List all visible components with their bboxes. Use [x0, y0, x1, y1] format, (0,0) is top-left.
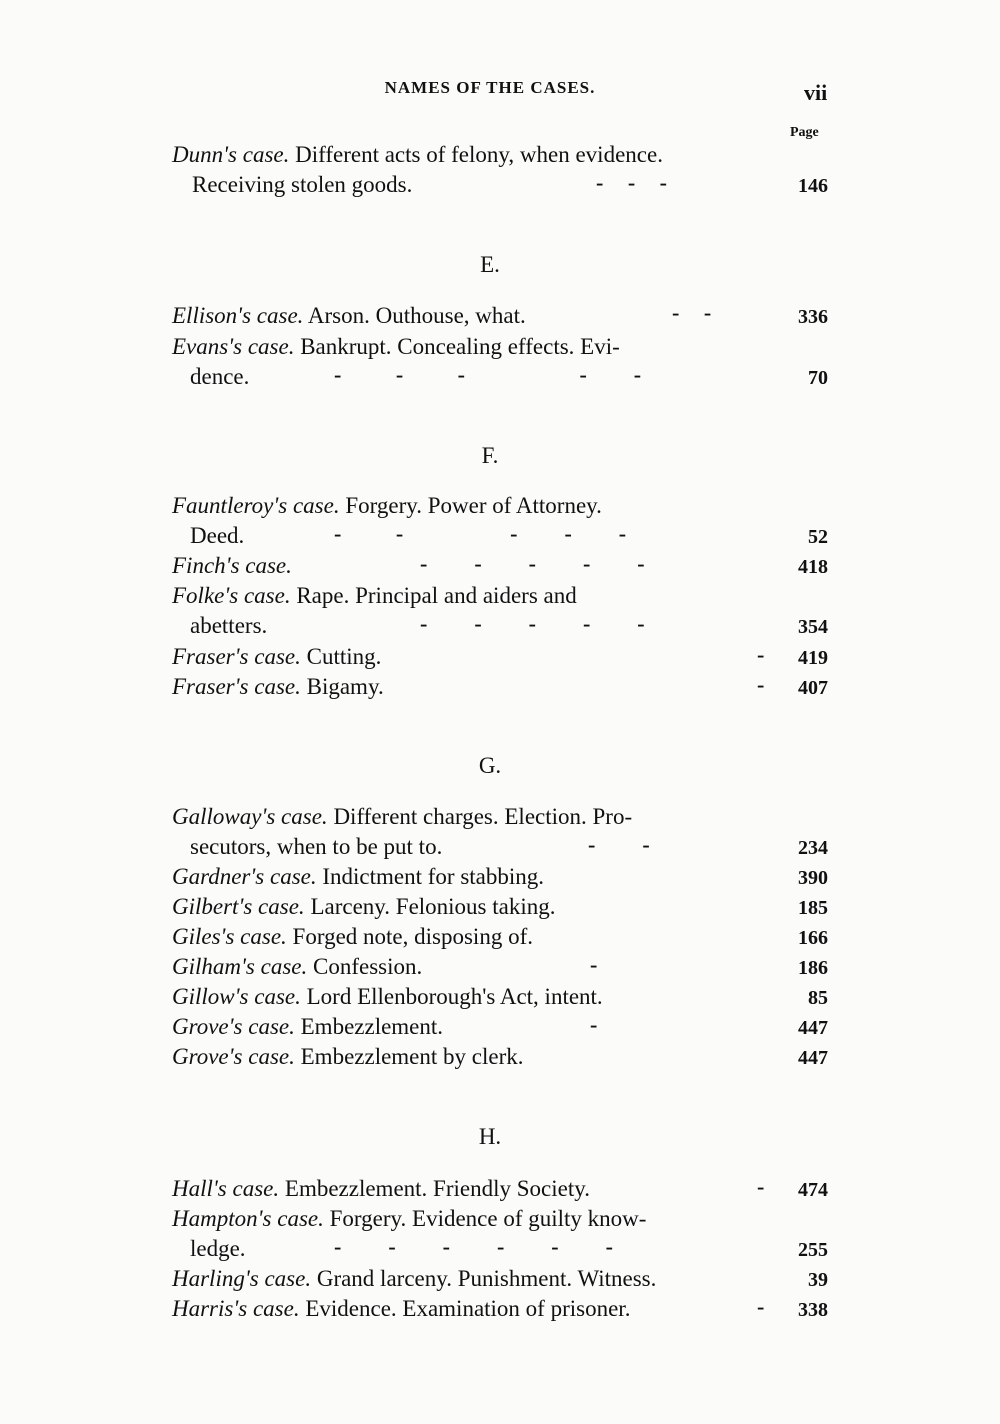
case-name: Giles's case.: [172, 924, 287, 949]
entry-galloway-cont: [190, 834, 442, 864]
leader-dots: -: [757, 1294, 767, 1319]
entry-gilbert: [172, 894, 556, 924]
entry-folke: [172, 583, 577, 613]
case-name: Gardner's case.: [172, 864, 317, 889]
entry-gardner: [172, 864, 544, 894]
leader-dots: - -: [672, 300, 714, 325]
entry-harris: [172, 1296, 630, 1326]
case-name: Grove's case.: [172, 1044, 295, 1069]
case-description: Different charges. Election. Pro-: [333, 804, 633, 829]
page-ref: 185: [798, 897, 828, 919]
entry-gilham: [172, 954, 422, 984]
case-description: Bankrupt. Concealing effects. Evi-: [300, 334, 620, 359]
leader-dots: - - - - -: [420, 551, 647, 576]
case-description: Evidence. Examination of prisoner.: [305, 1296, 631, 1321]
case-description: Rape. Principal and aiders and: [296, 583, 577, 608]
section-heading-h: H.: [478, 1124, 502, 1149]
case-description: Arson. Outhouse, what.: [307, 303, 526, 328]
page-ref: 186: [798, 957, 828, 979]
case-name: Galloway's case.: [172, 804, 328, 829]
entry-folke-cont: [190, 613, 267, 643]
case-name: Evans's case.: [172, 334, 295, 359]
leader-dots: - - - - -: [334, 362, 644, 387]
page-ref: 52: [808, 526, 828, 548]
page-ref: 146: [798, 175, 828, 197]
entry-galloway: [172, 804, 632, 834]
case-name: Harling's case.: [172, 1266, 312, 1291]
case-description: secutors, when to be put to.: [190, 834, 443, 859]
running-header: NAMES OF THE CASES.: [384, 78, 596, 97]
case-name: Gilham's case.: [172, 954, 308, 979]
page-ref: 418: [798, 556, 828, 578]
entry-finch: [172, 553, 292, 583]
page-column-label: Page: [790, 125, 819, 140]
case-name: Fraser's case.: [172, 674, 301, 699]
page-ref: 354: [798, 616, 828, 638]
page-ref: 474: [798, 1179, 828, 1201]
page-ref: 419: [798, 647, 828, 669]
leader-dots: - -: [588, 832, 652, 857]
entry-dunn: [172, 142, 663, 172]
case-name: Dunn's case.: [172, 142, 290, 167]
case-description: Indictment for stabbing.: [322, 864, 545, 889]
page-ref: 336: [798, 306, 828, 328]
case-description: Bigamy.: [306, 674, 384, 699]
case-description: Embezzlement.: [300, 1014, 444, 1039]
case-name: Fauntleroy's case.: [172, 493, 340, 518]
entry-grove-embezzlement: [172, 1014, 443, 1044]
section-heading-f: F.: [481, 443, 499, 468]
page-ref: 447: [798, 1017, 828, 1039]
case-name: Gillow's case.: [172, 984, 301, 1009]
case-description: Lord Ellenborough's Act, intent.: [306, 984, 603, 1009]
case-name: Harris's case.: [172, 1296, 300, 1321]
case-description: Different acts of felony, when evidence.: [295, 142, 663, 167]
entry-hampton: [172, 1206, 646, 1236]
case-description: dence.: [190, 364, 250, 389]
leader-dots: - - - - - -: [334, 1234, 615, 1259]
case-description: Cutting.: [306, 644, 382, 669]
entry-fraser-bigamy: [172, 674, 384, 704]
page-ref: 234: [798, 837, 828, 859]
case-name: Grove's case.: [172, 1014, 295, 1039]
page-number: vii: [804, 80, 828, 105]
case-description: Forged note, disposing of.: [292, 924, 533, 949]
leader-dots: -: [590, 1012, 600, 1037]
leader-dots: -: [590, 952, 600, 977]
entry-dunn-cont: [192, 172, 412, 202]
page-ref: 447: [798, 1047, 828, 1069]
case-description: Embezzlement. Friendly Society.: [284, 1176, 590, 1201]
case-description: Forgery. Power of Attorney.: [345, 493, 602, 518]
case-description: Confession.: [313, 954, 423, 979]
leader-dots: -: [757, 1174, 767, 1199]
case-name: Hall's case.: [172, 1176, 280, 1201]
entry-evans-cont: [190, 364, 249, 394]
leader-dots: - - -: [596, 170, 669, 195]
case-description: Deed.: [190, 523, 245, 548]
entry-ellison: [172, 303, 526, 333]
case-description: ledge.: [190, 1236, 246, 1261]
leader-dots: -: [757, 672, 767, 697]
case-description: Embezzlement by clerk.: [300, 1044, 524, 1069]
page-ref: 338: [798, 1299, 828, 1321]
case-description: Grand larceny. Punishment. Witness.: [316, 1266, 657, 1291]
case-name: Folke's case.: [172, 583, 291, 608]
case-name: Finch's case.: [172, 553, 292, 578]
page-ref: 390: [798, 867, 828, 889]
case-name: Ellison's case.: [172, 303, 304, 328]
section-heading-g: G.: [478, 753, 502, 778]
case-name: Gilbert's case.: [172, 894, 305, 919]
entry-fauntleroy-cont: [190, 523, 244, 553]
page-ref: 39: [808, 1269, 828, 1291]
page-ref: 407: [798, 677, 828, 699]
section-heading-e: E.: [480, 252, 500, 277]
case-description: abetters.: [190, 613, 268, 638]
entry-grove-clerk: [172, 1044, 524, 1074]
entry-hampton-cont: [190, 1236, 246, 1266]
page-ref: 255: [798, 1239, 828, 1261]
entry-harling: [172, 1266, 656, 1296]
entry-fraser-cutting: [172, 644, 381, 674]
case-description: Receiving stolen goods.: [192, 172, 413, 197]
case-description: Larceny. Felonious taking.: [310, 894, 556, 919]
entry-hall: [172, 1176, 590, 1206]
leader-dots: - - - - -: [334, 521, 629, 546]
page-ref: 166: [798, 927, 828, 949]
entry-giles: [172, 924, 533, 954]
entry-gillow: [172, 984, 603, 1014]
page-ref: 70: [808, 367, 828, 389]
leader-dots: -: [757, 642, 767, 667]
page-ref: 85: [808, 987, 828, 1009]
case-name: Hampton's case.: [172, 1206, 324, 1231]
entry-evans: [172, 334, 620, 364]
case-name: Fraser's case.: [172, 644, 301, 669]
leader-dots: - - - - -: [420, 611, 647, 636]
case-description: Forgery. Evidence of guilty know-: [329, 1206, 647, 1231]
entry-fauntleroy: [172, 493, 602, 523]
